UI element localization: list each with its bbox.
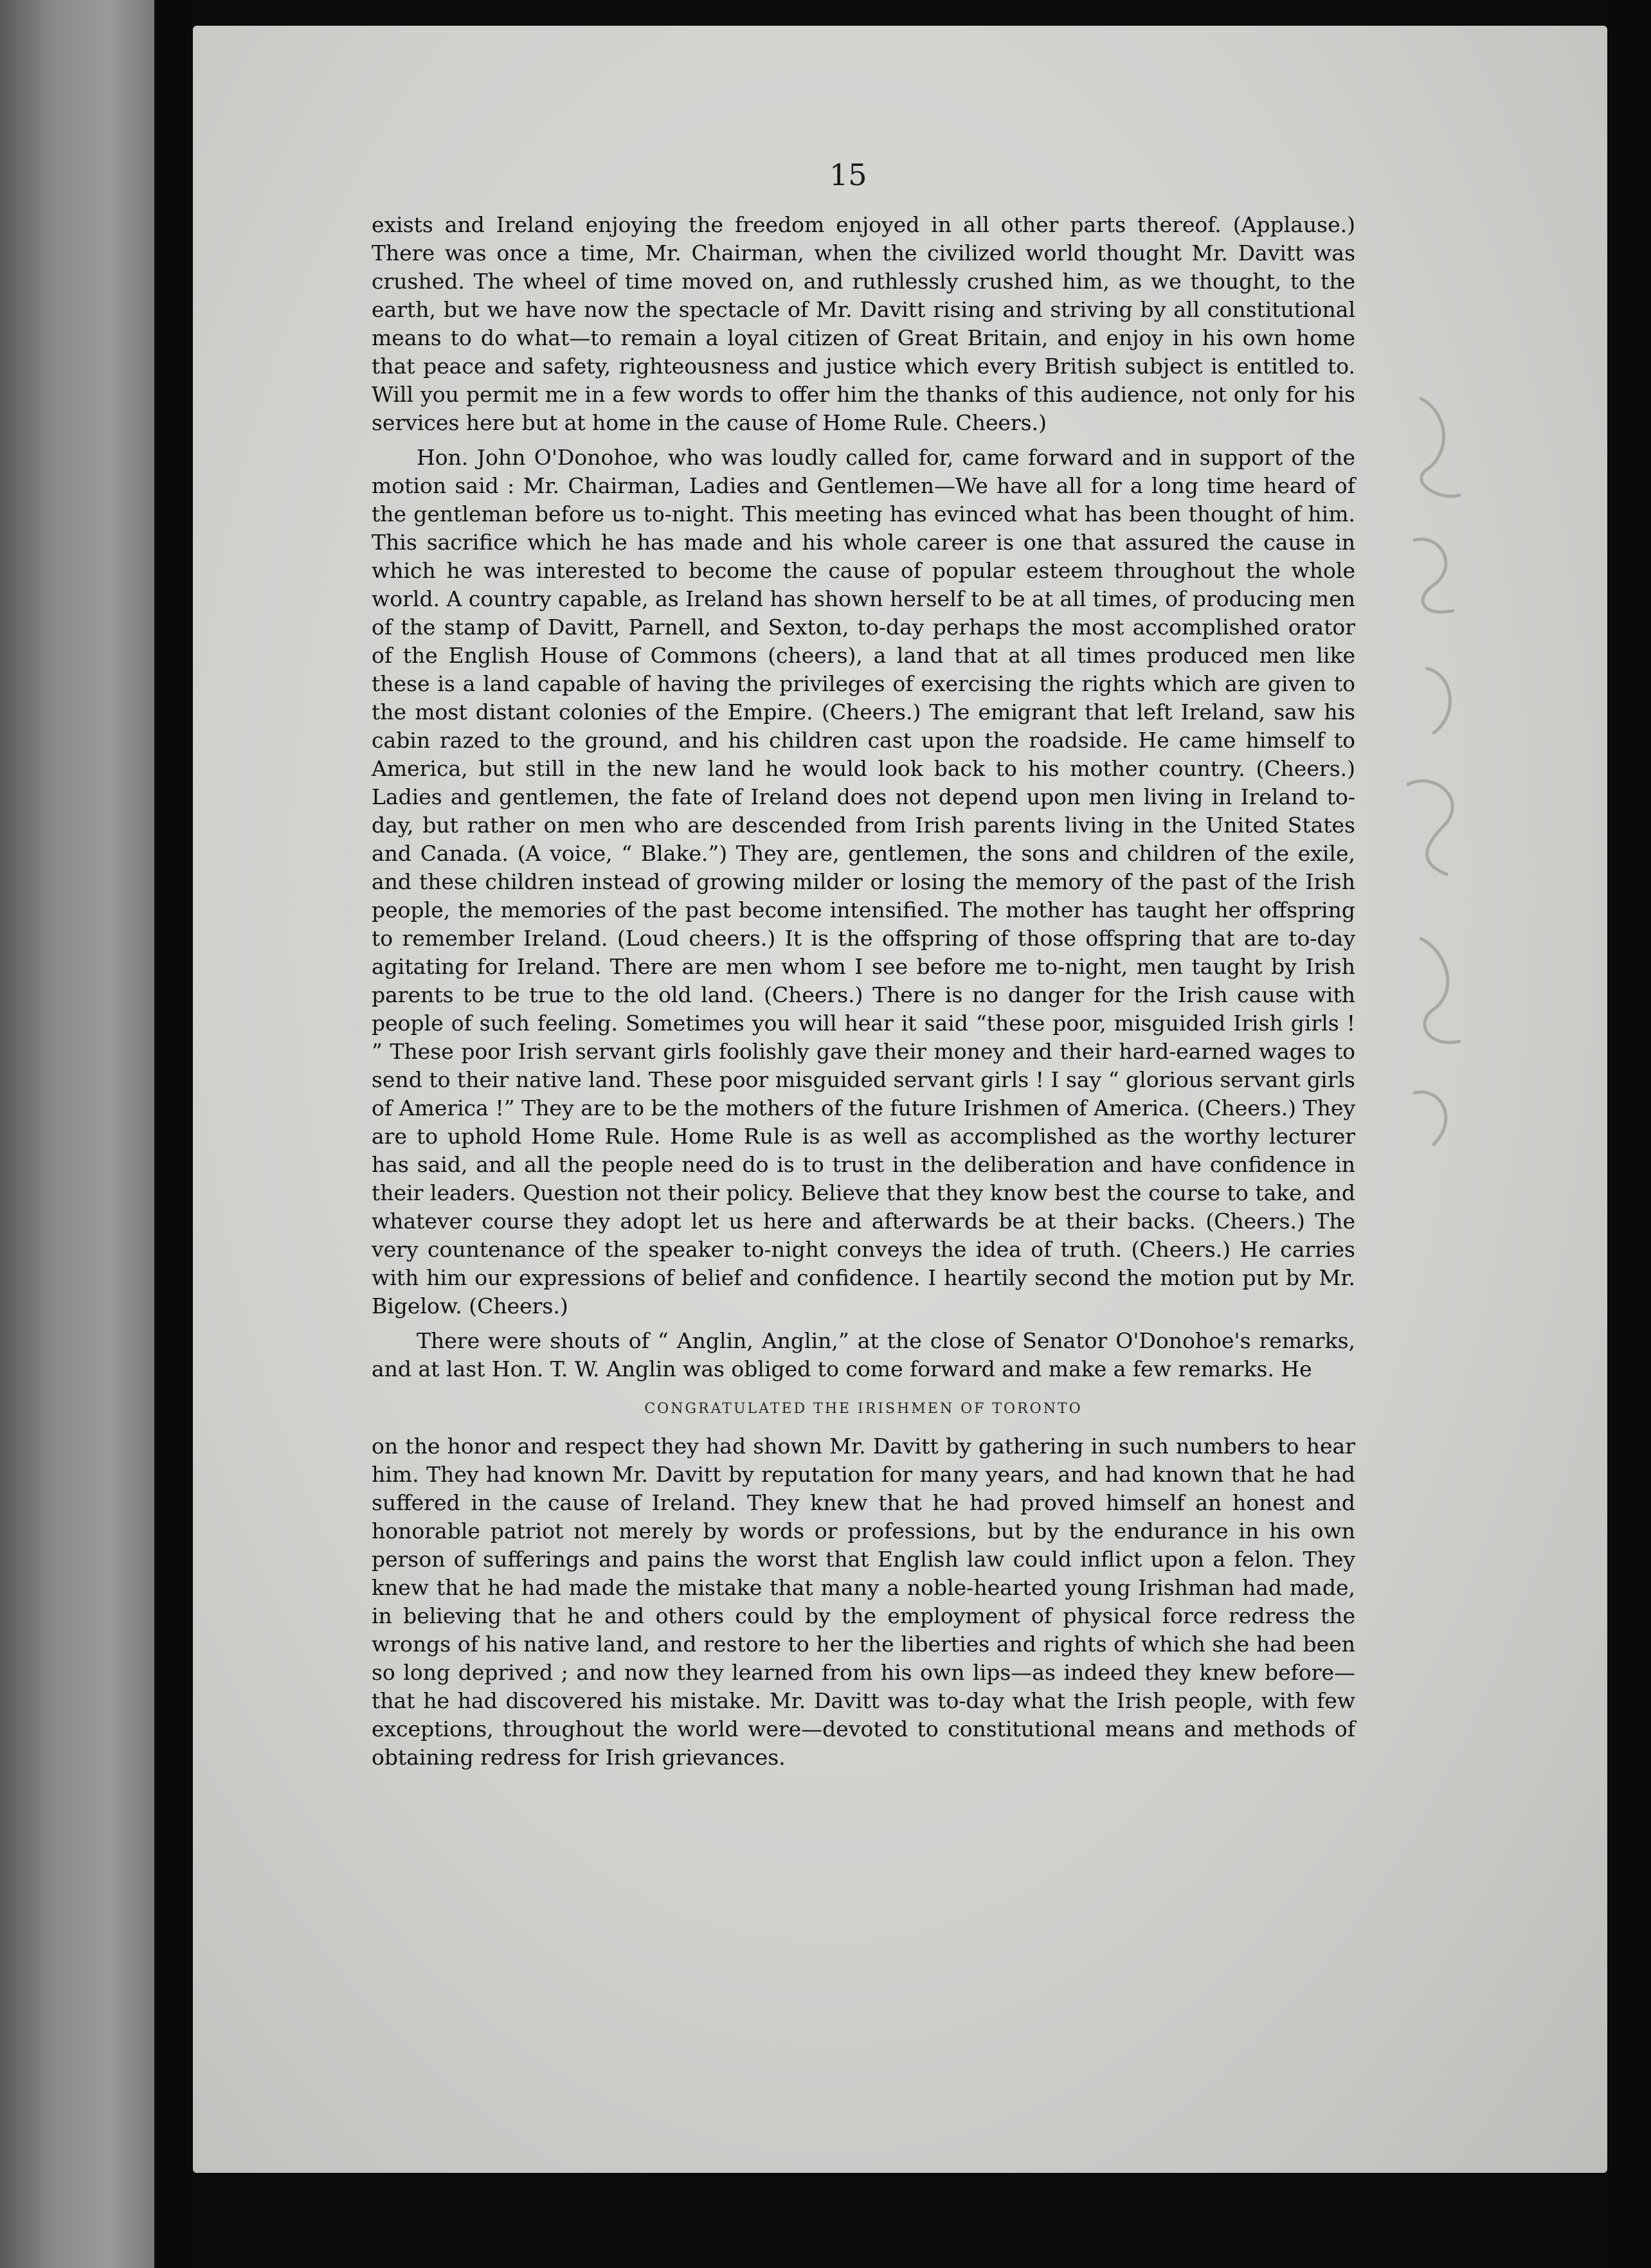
paragraph-odonohoe-speech: Hon. John O'Donohoe, who was loudly called for, came forward and in support of the motion said : Mr. Chairman, Ladies and Gentlemen—We have all for a long time heard of the gentleman before us to-night. This meeting has evinced what has been thought of him. This sacrifice which he has made and his whole career is one that assured the cause in which he was interested to become the cause of popular esteem throughout the whole world. A country capable, as Ireland has shown herself to be at all times, of producing men of the stamp of Davitt, Parnell, and Sexton, to-day perhaps the most accomplished orator of the English House of Commons (cheers), a land that at all times produced men like these is a land capable of having the privileges of exercising the rights which are given to the most distant colonies of the Empire. (Cheers.) The emigrant that left Ireland, saw his cabin razed to the ground, and his children cast upon the roadside. He came himself to America, but still in the new land he would look back to his mother country. (Cheers.) Ladies and gentlemen, the fate of Ireland does not depend upon men living in Ireland to-day, but rather on men who are descended from Irish parents living in the United States and Canada. (A voice, “ Blake.”) They are, gentlemen, the sons and children of the exile, and these children instead of growing milder or losing the memory of the past of the Irish people, the memories of the past become intensified. The mother has taught her offspring to remember Ireland. (Loud cheers.) It is the offspring of those offspring that are to-day agitating for Ireland. There are men whom I see before me to-night, men taught by Irish parents to be true to the old land. (Cheers.) There is no danger for the Irish cause with people of such feeling. Sometimes you will hear it said “these poor, misguided Irish girls ! ” These poor Irish servant girls foolishly gave their money and their hard-earned wages to send to their native land. These poor misguided servant girls ! I say “ glorious servant girls of America !” They are to be the mothers of the future Irishmen of America. (Cheers.) They are to uphold Home Rule. Home Rule is as well as accomplished as the worthy lecturer has said, and all the people need do is to trust in the deliberation and have confidence in their leaders. Question not their policy. Believe that they know best the course to take, and whatever course they adopt let us here and afterwards be at their backs. (Cheers.) The very countenance of the speaker to-night conveys the idea of truth. (Cheers.) He carries with him our expressions of belief and confidence. I heartily second the motion put by Mr. Bigelow. (Cheers.) — [372, 445, 1355, 1318]
scan-gutter — [154, 0, 193, 2268]
paragraph-anglin-intro: There were shouts of “ Anglin, Anglin,” at the close of Senator O'Donohoe's remarks, and at last Hon. T. W. Anglin was obliged to come forward and make a few remarks. He — [372, 1328, 1355, 1382]
article-body — [372, 211, 1355, 1772]
scan-border — [1607, 0, 1651, 2268]
pencil-marginalia — [1382, 373, 1485, 1209]
paragraph-anglin-remarks: on the honor and respect they had shown Mr. Davitt by gathering in such numbers to hear him. They had known Mr. Davitt by reputation for many years, and had known that he had suffered in the cause of Ireland. They knew that he had proved himself an honest and honorable patriot not merely by words or professions, but by the endurance in his own person of sufferings and pains the worst that English law could inflict upon a felon. They knew that he had made the mistake that many a noble-hearted young Irishman had made, in believing that he and others could by the employment of physical force redress the wrongs of his native land, and restore to her the liberties and rights of which she had been so long deprived ; and now they learned from his own lips—as indeed they knew before—that he had discovered his mistake. Mr. Davitt was to-day what the Irish people, with few exceptions, throughout the world were—devoted to constitutional means and methods of obtaining redress for Irish grievances. — [372, 1434, 1355, 1770]
section-subheading: CONGRATULATED THE IRISHMEN OF TORONTO — [644, 1401, 1083, 1417]
paragraph-continuation: exists and Ireland enjoying the freedom enjoyed in all other parts thereof. (Applause.) There was once a time, Mr. Chairman, when the civilized world thought Mr. Davitt was crushed. The wheel of time moved on, and ruthlessly crushed him, as we thought, to the earth, but we have now the spectacle of Mr. Davitt rising and striving by all constitutional means to do what—to remain a loyal citizen of Great Britain, and enjoy in his own home that peace and safety, righteousness and justice which every British subject is entitled to. Will you permit me in a few words to offer him the thanks of this audience, not only for his services here but at home in the cause of Home Rule. Cheers.) — [372, 212, 1355, 435]
page-number: 15 — [829, 158, 867, 192]
previous-page-edge — [0, 0, 154, 2268]
